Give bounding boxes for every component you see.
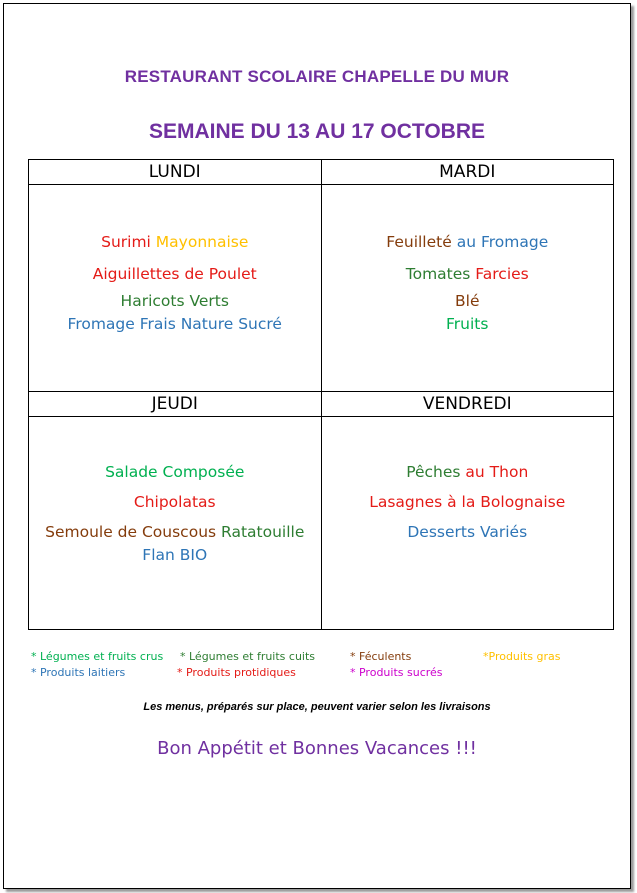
day-header-jeudi: JEUDI xyxy=(29,392,322,417)
menu-item-segment: Feuilleté xyxy=(386,233,457,251)
legend-laitiers: * Produits laitiers xyxy=(31,666,126,679)
menu-cell-lundi xyxy=(29,185,322,392)
day-header-mardi: MARDI xyxy=(321,160,614,185)
legend-protidiques: * Produits protidiques xyxy=(177,666,296,679)
legend-sucres: * Produits sucrés xyxy=(350,666,443,679)
menu-item-segment: Pêches xyxy=(406,463,466,481)
menu-item-lundi-1 xyxy=(29,233,321,251)
menu-item-lundi-4 xyxy=(29,315,321,333)
day-header-vendredi: VENDREDI xyxy=(321,392,614,417)
menu-item-segment: Farcies xyxy=(475,265,529,283)
menu-item-segment: Fruits xyxy=(446,315,489,333)
legend-cuits: * Légumes et fruits cuits xyxy=(180,650,316,663)
restaurant-title: RESTAURANT SCOLAIRE CHAPELLE DU MUR xyxy=(124,67,510,86)
closing-message: Bon Appétit et Bonnes Vacances !!! xyxy=(157,738,477,759)
menu-item-segment: Salade Composée xyxy=(105,463,245,481)
menu-item-segment: Fromage Frais Nature Sucré xyxy=(67,315,282,333)
menu-item-segment: au Thon xyxy=(465,463,529,481)
menu-item-segment: Mayonnaise xyxy=(155,233,249,251)
menu-item-mardi-4 xyxy=(322,315,614,333)
week-title: SEMAINE DU 13 AU 17 OCTOBRE xyxy=(148,120,486,143)
menu-item-jeudi-1 xyxy=(29,463,321,481)
delivery-note: Les menus, préparés sur place, peuvent varier selon les livraisons xyxy=(143,701,491,713)
menu-item-mardi-3 xyxy=(322,292,614,310)
menu-item-segment: Chipolatas xyxy=(133,493,216,511)
menu-cell-vendredi xyxy=(321,417,614,630)
menu-item-segment: Flan BIO xyxy=(142,546,208,564)
menu-item-jeudi-4 xyxy=(29,546,321,564)
menu-item-jeudi-2 xyxy=(29,493,321,511)
menu-item-segment: Desserts Variés xyxy=(407,523,528,541)
menu-cell-mardi xyxy=(321,185,614,392)
menu-item-mardi-1 xyxy=(322,233,614,251)
menu-item-segment: Blé xyxy=(455,292,480,310)
menu-item-lundi-3 xyxy=(29,292,321,310)
menu-item-segment: Ratatouille xyxy=(221,523,305,541)
day-header-lundi: LUNDI xyxy=(29,160,322,185)
menu-item-lundi-2 xyxy=(29,265,321,283)
menu-item-vendredi-2 xyxy=(322,493,614,511)
menu-item-segment: Lasagnes à la Bolognaise xyxy=(369,493,566,511)
menu-page xyxy=(3,3,631,889)
menu-cell-jeudi xyxy=(29,417,322,630)
menu-item-segment: au Fromage xyxy=(456,233,549,251)
legend-crus: * Légumes et fruits crus xyxy=(31,650,164,663)
menu-item-jeudi-3 xyxy=(29,523,321,541)
menu-item-segment: Semoule de Couscous xyxy=(45,523,222,541)
menu-item-segment: Tomates xyxy=(405,265,476,283)
menu-item-vendredi-3 xyxy=(322,523,614,541)
legend-feculents: * Féculents xyxy=(350,650,412,663)
menu-table xyxy=(28,159,614,630)
legend-gras: *Produits gras xyxy=(483,650,561,663)
menu-item-segment: Haricots Verts xyxy=(120,292,229,310)
menu-item-mardi-2 xyxy=(322,265,614,283)
menu-item-segment: Aiguillettes de Poulet xyxy=(92,265,257,283)
menu-item-segment: Surimi xyxy=(101,233,156,251)
menu-item-vendredi-1 xyxy=(322,463,614,481)
